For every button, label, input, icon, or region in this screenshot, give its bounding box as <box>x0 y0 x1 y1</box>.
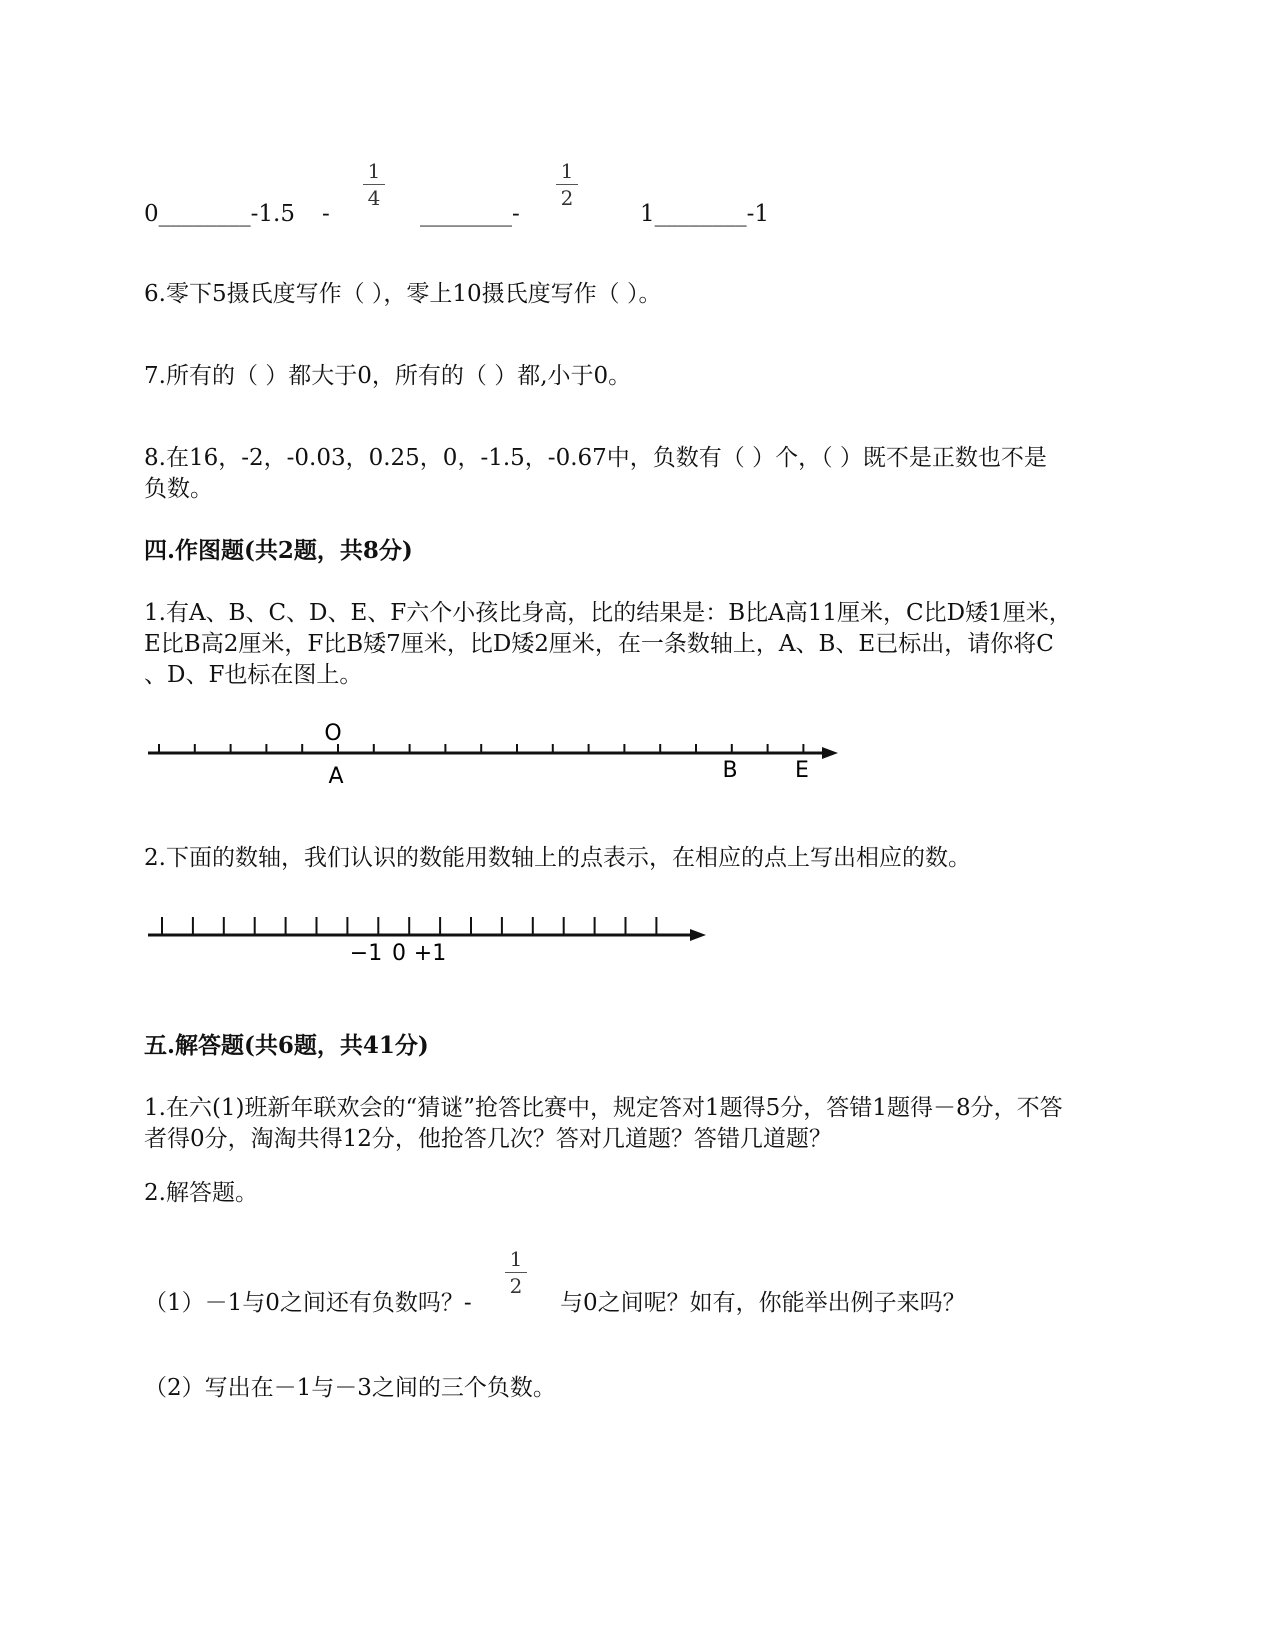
number-line-1 <box>140 715 850 790</box>
compare-item-1: 0________-1.5 <box>144 201 295 227</box>
section-4-title: 四.作图题(共2题，共8分) <box>144 537 413 564</box>
point-e-label: E <box>795 758 809 783</box>
section-5-question-1-line-1: 1.在六(1)班新年联欢会的“猜谜”抢答比赛中，规定答对1题得5分，答错1题得－8分，不答 <box>144 1095 1063 1121</box>
section-5-title: 五.解答题(共6题，共41分) <box>144 1032 429 1059</box>
question-8-line-2: 负数。 <box>144 476 213 502</box>
origin-label: O <box>324 721 342 746</box>
compare-item-3: 1________-1 <box>640 201 770 227</box>
label-zero: 0 <box>392 941 406 966</box>
number-line-2-ticks <box>162 917 656 935</box>
section-5-question-2-part-1-prefix: （1）－1与0之间还有负数吗？- <box>144 1290 472 1316</box>
section-4-question-1-line-3: 、D、F也标在图上。 <box>144 662 363 688</box>
section-5-question-2-part-2: （2）写出在－1与－3之间的三个负数。 <box>144 1375 556 1401</box>
label-negative-one: −1 <box>349 941 383 966</box>
section-4-question-1-line-2: E比B高2厘米，F比B矮7厘米，比D矮2厘米，在一条数轴上，A、B、E已标出，请你将C <box>144 631 1054 657</box>
fraction-one-half: 1 2 <box>556 160 578 209</box>
label-positive-one: +1 <box>413 941 447 966</box>
fraction-one-quarter: 1 4 <box>363 160 385 209</box>
question-8-line-1: 8.在16，-2，-0.03，0.25，0，-1.5，-0.67中，负数有（ ）个，（ ）既不是正数也不是 <box>144 445 1047 471</box>
number-line-2-arrow <box>690 929 706 941</box>
number-line-2 <box>140 905 720 970</box>
point-b-label: B <box>722 758 738 783</box>
section-4-question-2: 2.下面的数轴，我们认识的数能用数轴上的点表示，在相应的点上写出相应的数。 <box>144 845 971 871</box>
fraction-one-half-part-1: 1 2 <box>505 1248 527 1297</box>
question-6: 6.零下5摄氏度写作（ ），零上10摄氏度写作（ ）。 <box>144 281 662 307</box>
point-a-label: A <box>328 764 344 789</box>
number-line-1-arrow <box>822 747 838 759</box>
section-5-question-1-line-2: 者得0分，淘淘共得12分，他抢答几次？答对几道题？答错几道题？ <box>144 1126 832 1152</box>
compare-item-2-neg-sign: - <box>322 201 330 227</box>
section-5-question-2-part-1-suffix: 与0之间呢？如有，你能举出例子来吗？ <box>560 1290 966 1316</box>
section-4-question-1-line-1: 1.有A、B、C、D、E、F六个小孩比身高，比的结果是：B比A高11厘米，C比D矮1厘米， <box>144 600 1072 626</box>
compare-item-2-blank: ________- <box>420 201 520 227</box>
question-7: 7.所有的（ ）都大于0，所有的（ ）都,小于0。 <box>144 363 632 389</box>
section-5-question-2: 2.解答题。 <box>144 1180 258 1206</box>
